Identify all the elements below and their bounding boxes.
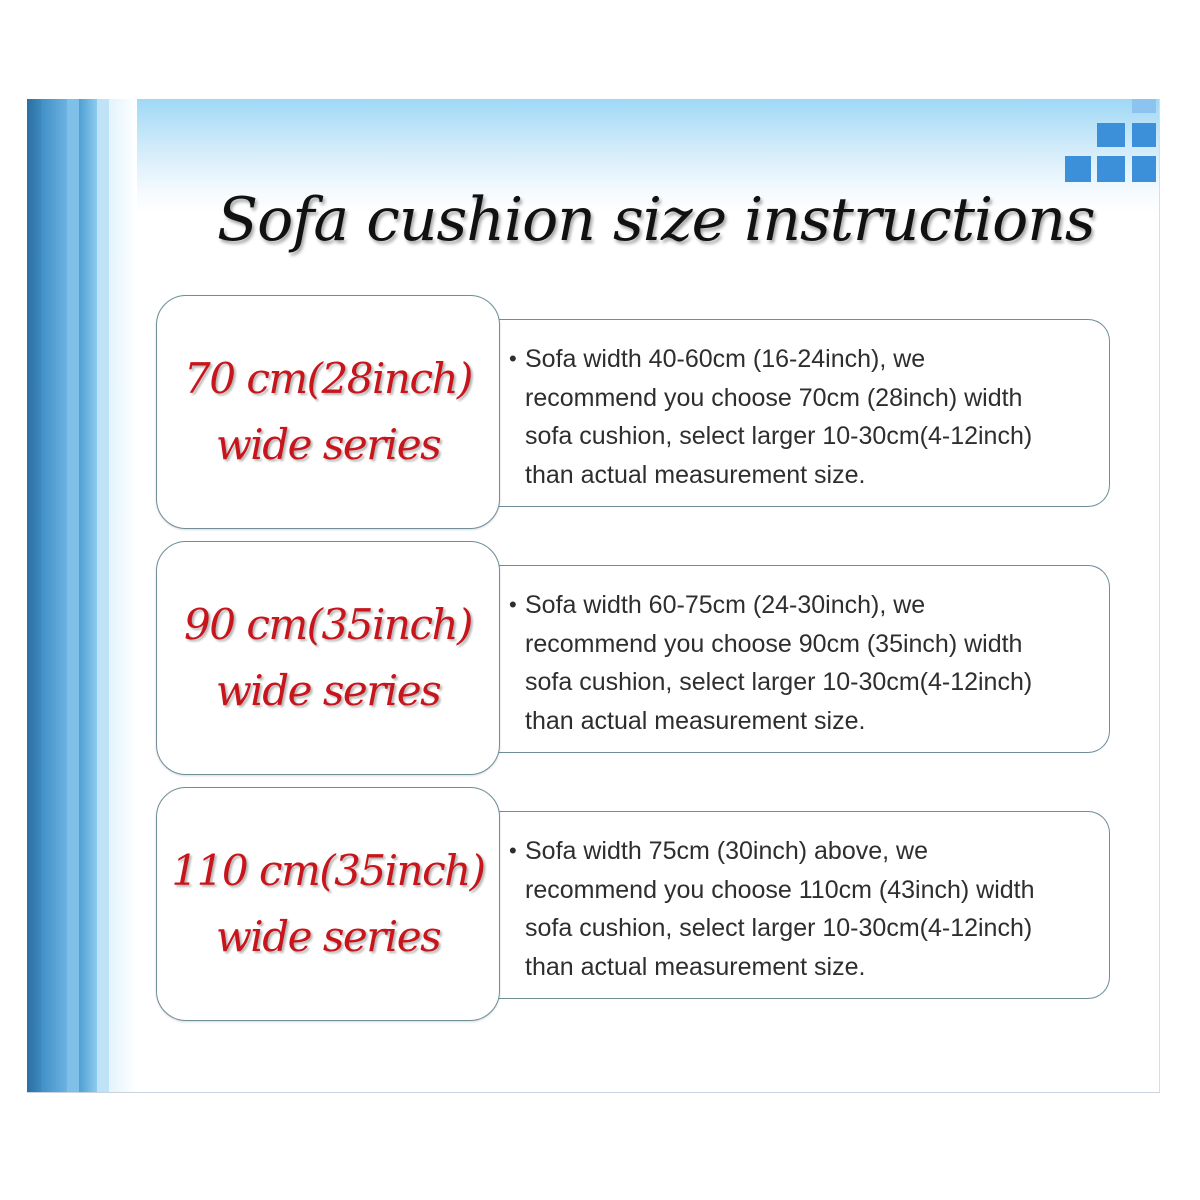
decor-square <box>1132 156 1156 182</box>
series-description <box>525 340 1115 494</box>
description-line: sofa cushion, select larger 10-30cm(4-12inch) <box>525 668 1033 696</box>
description-line: sofa cushion, select larger 10-30cm(4-12inch) <box>525 422 1033 450</box>
series-width-label: 70 cm(28inch) <box>184 354 472 403</box>
series-suffix-label: wide series <box>215 420 441 469</box>
description-line: than actual measurement size. <box>525 952 866 981</box>
size-series-row <box>27 295 1159 531</box>
description-line: Sofa width 60-75cm (24-30inch), we <box>525 591 926 619</box>
description-line: recommend you choose 110cm (43inch) width <box>525 875 1035 904</box>
series-width-label: 90 cm(35inch) <box>184 600 472 649</box>
decor-square <box>1132 99 1156 113</box>
series-description-box <box>477 811 1110 999</box>
decor-square <box>1097 156 1125 182</box>
description-line: sofa cushion, select larger 10-30cm(4-12inch) <box>525 914 1033 942</box>
description-line: than actual measurement size. <box>525 460 866 489</box>
series-label-box <box>156 541 500 775</box>
series-label-box <box>156 295 500 529</box>
decor-square <box>1065 156 1091 182</box>
series-suffix-label: wide series <box>215 666 441 715</box>
series-description <box>525 586 1115 740</box>
size-series-row <box>27 541 1159 777</box>
series-width-label: 110 cm(35inch) <box>171 846 485 895</box>
bullet-marker: • <box>509 592 517 617</box>
series-description <box>525 832 1115 986</box>
bullet-marker: • <box>509 838 517 863</box>
decor-square <box>1097 123 1125 147</box>
description-line: recommend you choose 70cm (28inch) width <box>525 383 1023 412</box>
series-label-box <box>156 787 500 1021</box>
size-series-row <box>27 787 1159 1023</box>
series-description-box <box>477 319 1110 507</box>
bullet-marker: • <box>509 346 517 371</box>
page-title: Sofa cushion size instructions <box>217 185 1095 255</box>
description-line: Sofa width 75cm (30inch) above, we <box>525 837 928 865</box>
description-line: Sofa width 40-60cm (16-24inch), we <box>525 345 926 373</box>
decor-square <box>1132 123 1156 147</box>
series-description-box <box>477 565 1110 753</box>
description-line: than actual measurement size. <box>525 706 866 735</box>
series-suffix-label: wide series <box>215 912 441 961</box>
instruction-slide <box>27 99 1160 1093</box>
description-line: recommend you choose 90cm (35inch) width <box>525 629 1023 658</box>
